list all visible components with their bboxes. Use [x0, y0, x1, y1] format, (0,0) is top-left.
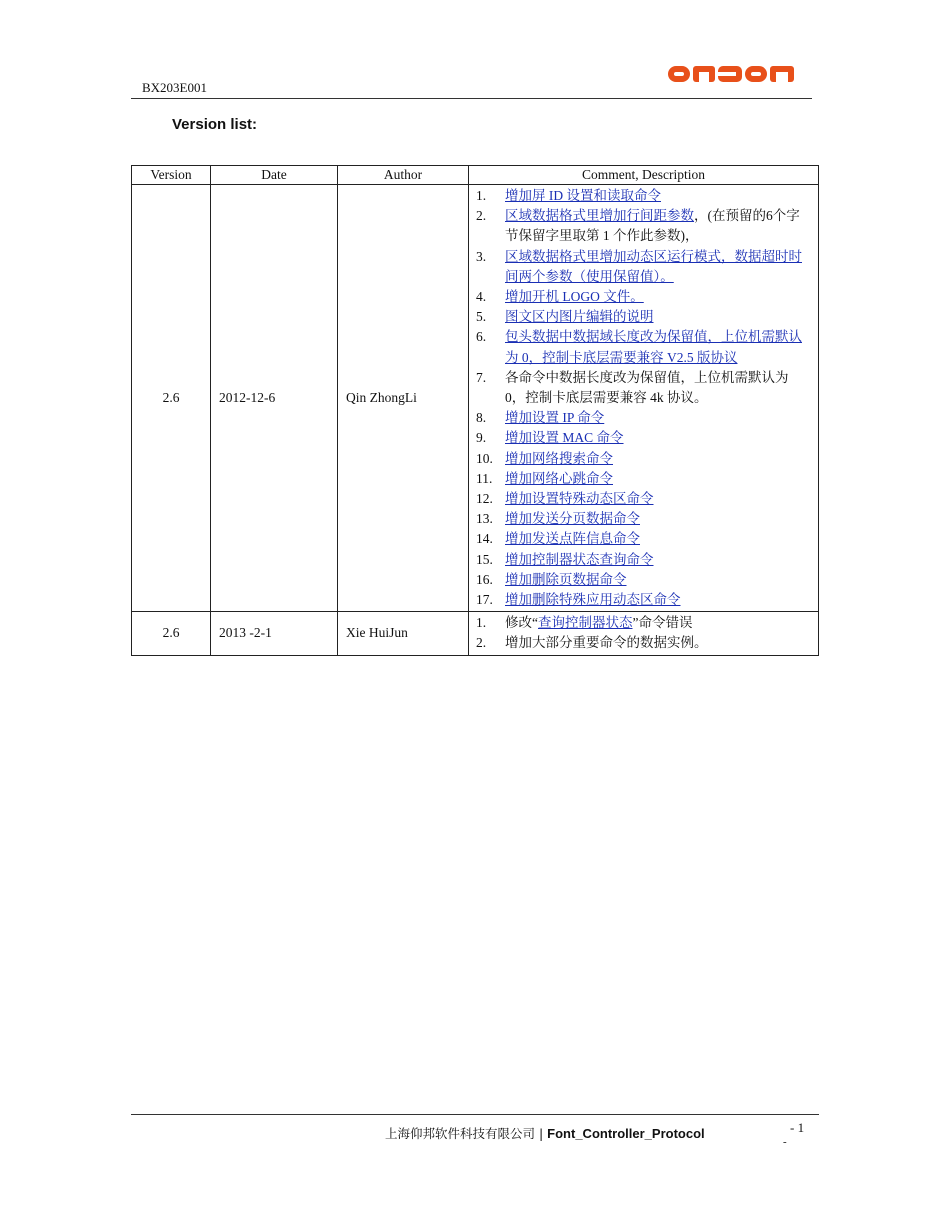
header-divider: [131, 98, 812, 99]
list-item: [476, 428, 812, 448]
comment-cell: [469, 612, 819, 655]
change-link[interactable]: 包头数据中数据域长度改为保留值，上位机需默认为 0，控制卡底层需要兼容 V2.5 版协议: [505, 329, 802, 365]
list-item-text: [505, 633, 812, 653]
list-item: [476, 509, 812, 529]
list-item-number: 8.: [476, 410, 487, 426]
list-item: [476, 206, 812, 246]
document-code: BX203E001: [142, 80, 207, 95]
list-item-number: 13.: [476, 511, 493, 527]
list-item: [476, 489, 812, 509]
change-link[interactable]: 增加开机 LOGO 文件。: [505, 289, 644, 305]
list-item-number: 14.: [476, 531, 493, 547]
section-title: Version list:: [172, 116, 258, 133]
list-item: [476, 368, 812, 408]
version-cell: 2.6: [132, 185, 211, 612]
list-item: [476, 590, 812, 610]
list-item-text: [505, 590, 812, 610]
list-item-text: [505, 489, 812, 509]
list-item-text: [505, 186, 812, 206]
list-item-number: 15.: [476, 551, 493, 567]
change-link[interactable]: 增加控制器状态查询命令: [505, 551, 654, 567]
change-link[interactable]: 增加设置 IP 命令: [505, 410, 605, 426]
list-item-text: [505, 327, 812, 367]
change-list: [469, 185, 818, 611]
header-author: Author: [338, 166, 469, 185]
list-item-text: [505, 613, 812, 633]
list-item-number: 5.: [476, 309, 487, 325]
list-item: [476, 247, 812, 287]
header-comment: Comment, Description: [469, 166, 819, 185]
list-item: [476, 570, 812, 590]
list-item-text: [505, 550, 812, 570]
page-number-dash: -: [783, 1136, 787, 1148]
list-item-number: 10.: [476, 450, 493, 466]
change-link[interactable]: 增加删除特殊应用动态区命令: [505, 592, 681, 608]
change-link[interactable]: 增加发送分页数据命令: [505, 511, 640, 527]
list-item: [476, 529, 812, 549]
list-item-text: [505, 206, 812, 246]
list-item: [476, 287, 812, 307]
list-item-text: [505, 247, 812, 287]
list-item-number: 2.: [476, 208, 487, 224]
comment-cell: [469, 185, 819, 612]
list-item-number: 6.: [476, 329, 487, 345]
change-list: [469, 612, 818, 654]
list-item-text: [505, 408, 812, 428]
table-row: [132, 185, 819, 612]
change-link[interactable]: 图文区内图片编辑的说明: [505, 309, 654, 325]
change-link[interactable]: 区域数据格式里增加行间距参数: [505, 208, 694, 224]
list-item-text: [505, 469, 812, 489]
header-date: Date: [211, 166, 338, 185]
list-item-suffix: ，(在预留的6个字节保留字里取第 1 个作此参数)，: [505, 208, 800, 244]
change-link[interactable]: 增加设置 MAC 命令: [505, 430, 624, 446]
list-item-number: 2.: [476, 635, 487, 651]
list-item: [476, 327, 812, 367]
list-item-text: [505, 509, 812, 529]
list-item-number: 1.: [476, 615, 487, 631]
list-item-number: 11.: [476, 470, 493, 486]
list-item: [476, 550, 812, 570]
author-cell: Qin ZhongLi: [338, 185, 469, 612]
list-item-number: 7.: [476, 369, 487, 385]
change-link[interactable]: 增加设置特殊动态区命令: [505, 491, 654, 507]
list-item-number: 9.: [476, 430, 487, 446]
list-item: [476, 186, 812, 206]
list-item-number: 17.: [476, 592, 493, 608]
list-item-suffix: ”命令错误: [632, 615, 693, 631]
change-text: 各命令中数据长度改为保留值，上位机需默认为 0，控制卡底层需要兼容 4k 协议。: [505, 369, 789, 406]
footer-divider: [131, 1114, 819, 1115]
footer-protocol-name: Font_Controller_Protocol: [547, 1126, 705, 1141]
version-cell: 2.6: [132, 612, 211, 655]
version-table: [131, 165, 819, 656]
table-row: [132, 612, 819, 655]
list-item: [476, 408, 812, 428]
change-link[interactable]: 查询控制器状态: [538, 615, 633, 631]
change-text: 增加大部分重要命令的数据实例。: [505, 635, 708, 651]
list-item: [476, 307, 812, 327]
date-cell: 2012-12-6: [211, 185, 338, 612]
list-item-text: [505, 368, 812, 408]
list-item: [476, 449, 812, 469]
list-item-text: [505, 307, 812, 327]
change-link[interactable]: 增加网络搜索命令: [505, 450, 613, 466]
footer-company: 上海仰邦软件科技有限公司 |: [385, 1126, 548, 1141]
change-link[interactable]: 增加网络心跳命令: [505, 470, 613, 486]
list-item-number: 12.: [476, 491, 493, 507]
author-cell: Xie HuiJun: [338, 612, 469, 655]
list-item-number: 4.: [476, 289, 487, 305]
list-item-text: [505, 570, 812, 590]
change-link[interactable]: 区域数据格式里增加动态区运行模式，数据超时时间两个参数（使用保留值）。: [505, 248, 802, 284]
list-item-text: [505, 428, 812, 448]
list-item: [476, 633, 812, 653]
date-cell: 2013 -2-1: [211, 612, 338, 655]
list-item-number: 16.: [476, 571, 493, 587]
change-link[interactable]: 增加删除页数据命令: [505, 571, 627, 587]
list-item-number: 3.: [476, 248, 487, 264]
list-item-text: [505, 287, 812, 307]
list-item: [476, 613, 812, 633]
header-version: Version: [132, 166, 211, 185]
onbon-logo: [668, 62, 798, 86]
list-item-prefix: 修改“: [505, 615, 538, 631]
footer: [385, 1124, 705, 1142]
list-item-text: [505, 529, 812, 549]
page-number: - 1: [790, 1120, 805, 1135]
list-item-text: [505, 449, 812, 469]
change-link[interactable]: 增加屏 ID 设置和读取命令: [505, 188, 661, 203]
list-item: [476, 469, 812, 489]
table-header-row: [132, 166, 819, 185]
change-link[interactable]: 增加发送点阵信息命令: [505, 531, 640, 547]
list-item-number: 1.: [476, 188, 487, 203]
